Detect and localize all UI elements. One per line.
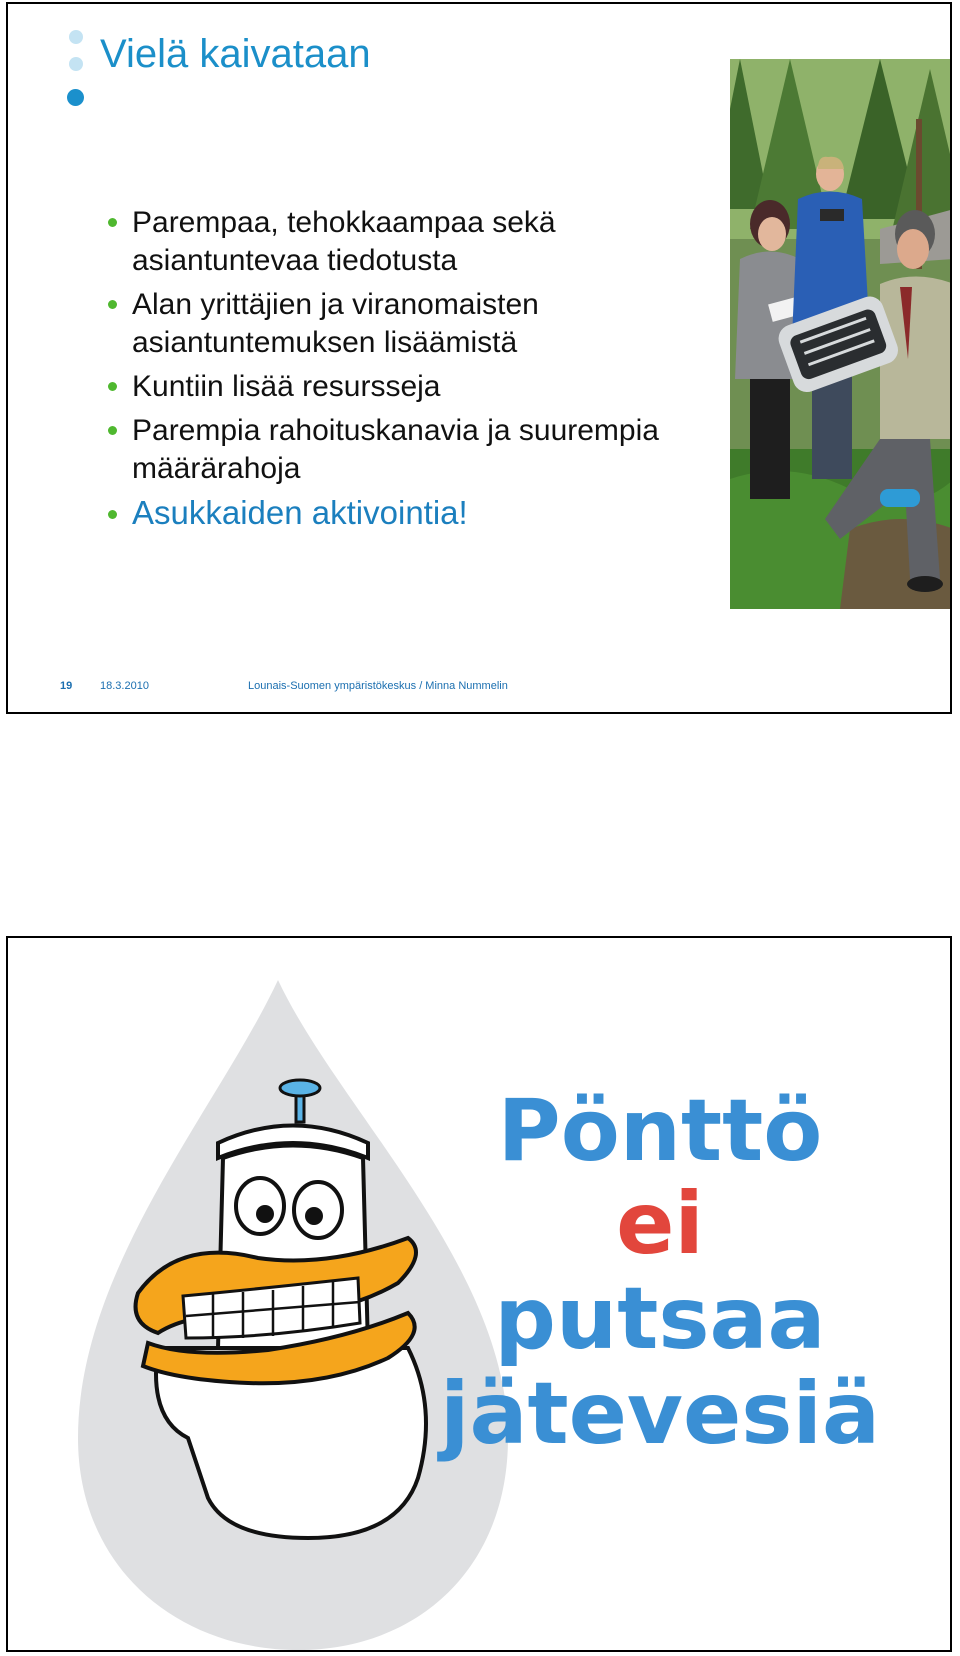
bullet-item xyxy=(104,286,724,362)
bullet-item xyxy=(104,204,724,280)
bullet-text: Parempia rahoituskanavia ja suurempia määrärahoja xyxy=(132,414,659,485)
poster-slide xyxy=(6,936,952,1652)
bullet-icon xyxy=(108,300,117,309)
bullet-item xyxy=(104,368,724,406)
poster-line-1: Pönttö xyxy=(497,1081,823,1181)
poster-illustration xyxy=(8,938,950,1650)
bullet-text: Asukkaiden aktivointia! xyxy=(132,494,468,531)
bullet-text: Alan yrittäjien ja viranomaisten asiantuntemuksen lisäämistä xyxy=(132,288,539,359)
dot-dark xyxy=(67,89,84,106)
poster-line-4: jätevesiä xyxy=(439,1364,881,1464)
bullet-item-highlight xyxy=(104,494,724,532)
bullet-icon xyxy=(108,426,117,435)
footer-organization: Lounais-Suomen ympäristökeskus / Minna Nummelin xyxy=(248,680,508,692)
bullet-item xyxy=(104,412,724,488)
dot-light-1 xyxy=(69,30,83,44)
field-photo xyxy=(730,59,952,609)
slide-19 xyxy=(6,2,952,714)
bullet-icon xyxy=(108,382,117,391)
bullet-icon xyxy=(108,218,117,227)
bullet-text: Parempaa, tehokkaampaa sekä asiantuntevaa tiedotusta xyxy=(132,206,556,277)
slide-title: Vielä kaivataan xyxy=(100,32,371,76)
page-number: 19 xyxy=(60,680,73,692)
bullet-icon xyxy=(108,510,117,519)
dot-light-2 xyxy=(69,57,83,71)
bullet-list xyxy=(104,204,724,538)
poster-line-2: ei xyxy=(616,1174,704,1274)
poster-line-3: putsaa xyxy=(494,1269,826,1369)
field-photo-illustration xyxy=(730,59,952,609)
bullet-text: Kuntiin lisää resursseja xyxy=(132,370,441,403)
footer-date: 18.3.2010 xyxy=(100,680,149,692)
